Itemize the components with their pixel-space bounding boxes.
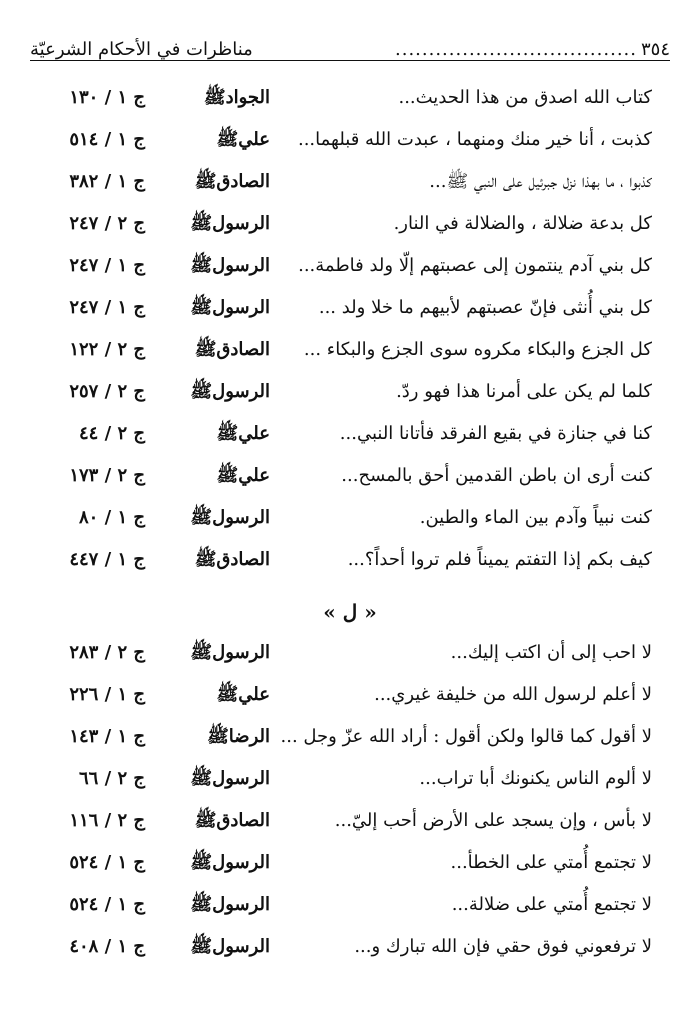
- volume-page-reference: ج ٢ / ٢٤٧: [69, 213, 145, 234]
- volume-page-reference: ج ١ / ٨٠: [78, 507, 145, 528]
- volume-page-reference: ج ١ / ٤٠٨: [69, 936, 145, 957]
- speaker-name: الرسولﷺ: [190, 642, 270, 663]
- index-row: [0, 456, 700, 496]
- index-row: [0, 204, 700, 244]
- speaker-name: عليﷺ: [216, 423, 270, 444]
- index-row: [0, 843, 700, 883]
- quote-text: كنت أرى ان باطن القدمين أحق بالمسح...: [341, 465, 652, 486]
- speaker-name: الصادقﷺ: [194, 171, 270, 192]
- header-divider: [30, 60, 670, 61]
- quote-text: لا أقول كما قالوا ولكن أقول : أراد الله عزّ وجل ...: [280, 726, 652, 747]
- quote-text: لا احب إلى أن اكتب إليك...: [450, 642, 652, 663]
- volume-page-reference: ج ١ / ٢٢٦: [69, 684, 145, 705]
- volume-page-reference: ج ١ / ٢٤٧: [69, 255, 145, 276]
- header-title: مناظرات في الأحكام الشرعيّة: [30, 39, 253, 60]
- volume-page-reference: ج ٢ / ٤٤: [78, 423, 145, 444]
- speaker-name: الرسولﷺ: [190, 255, 270, 276]
- index-row: [0, 162, 700, 202]
- quote-text: كتاب الله اصدق من هذا الحديث...: [398, 87, 652, 108]
- index-row: [0, 288, 700, 328]
- volume-page-reference: ج ١ / ٢٤٧: [69, 297, 145, 318]
- volume-page-reference: ج ٢ / ١٢٢: [69, 339, 145, 360]
- speaker-name: الجوادﷺ: [203, 87, 270, 108]
- running-header: [30, 26, 670, 60]
- index-row: [0, 120, 700, 160]
- index-row: [0, 498, 700, 538]
- quote-text: كل بني آدم ينتمون إلى عصبتهم إلّا ولد فاطمة...: [298, 255, 652, 276]
- index-row: [0, 927, 700, 967]
- volume-page-reference: ج ١ / ١٣٠: [69, 87, 145, 108]
- volume-page-reference: ج ٢ / ١٧٣: [69, 465, 145, 486]
- page-number: ٣٥٤: [640, 39, 670, 60]
- speaker-name: الرسولﷺ: [190, 936, 270, 957]
- quote-text: لا ترفعوني فوق حقي فإن الله تبارك و...: [354, 936, 652, 957]
- quote-text: كذبت ، أنا خير منك ومنهما ، عبدت الله قبلهما...: [297, 129, 652, 150]
- quote-text: كنا في جنازة في بقيع الفرقد فأتانا النبي...: [339, 423, 652, 444]
- quote-text: كل بني أُنثى فإنّ عصبتهم لأبيهم ما خلا ولد ...: [318, 297, 652, 318]
- speaker-name: الرسولﷺ: [190, 507, 270, 528]
- quote-text: كنت نبياً وآدم بين الماء والطين.: [419, 507, 652, 528]
- speaker-name: الرسولﷺ: [190, 768, 270, 789]
- speaker-name: عليﷺ: [216, 465, 270, 486]
- index-row: [0, 78, 700, 118]
- volume-page-reference: ج ٢ / ٢٥٧: [69, 381, 145, 402]
- index-row: [0, 372, 700, 412]
- speaker-name: الصادقﷺ: [194, 339, 270, 360]
- volume-page-reference: ج ٢ / ١١٦: [69, 810, 145, 831]
- header-leader-dots: ....................................: [395, 39, 637, 60]
- speaker-name: الرسولﷺ: [190, 894, 270, 915]
- quote-text: كل الجزع والبكاء مكروه سوى الجزع والبكاء ...: [303, 339, 652, 360]
- index-row: [0, 675, 700, 715]
- quote-text: لا تجتمع أُمتي على الخطأ...: [450, 852, 652, 873]
- volume-page-reference: ج ١ / ٥٢٤: [69, 894, 145, 915]
- index-row: [0, 717, 700, 757]
- index-row: [0, 246, 700, 286]
- index-row: [0, 633, 700, 673]
- speaker-name: الصادقﷺ: [194, 810, 270, 831]
- speaker-name: الرسولﷺ: [190, 297, 270, 318]
- index-row: [0, 885, 700, 925]
- index-row: [0, 540, 700, 580]
- index-row: [0, 759, 700, 799]
- speaker-name: الصادقﷺ: [194, 549, 270, 570]
- quote-text: لا بأس ، وإن يسجد على الأرض أحب إليّ...: [334, 810, 652, 831]
- section-letter-heading: « ل »: [323, 600, 377, 624]
- speaker-name: الرضاﷺ: [207, 726, 270, 747]
- index-row: [0, 801, 700, 841]
- quote-text: لا ألوم الناس يكنونك أبا تراب...: [419, 768, 652, 789]
- volume-page-reference: ج ١ / ١٤٣: [69, 726, 145, 747]
- quote-text: كلما لم يكن على أمرنا هذا فهو ردّ.: [396, 381, 652, 402]
- quote-text: لا تجتمع أُمتي على ضلالة...: [451, 894, 652, 915]
- index-row: [0, 414, 700, 454]
- volume-page-reference: ج ٢ / ٢٨٣: [69, 642, 145, 663]
- quote-text: لا أعلم لرسول الله من خليفة غيري...: [374, 684, 652, 705]
- quote-text: كيف بكم إذا التفتم يميناً فلم تروا أحداً؟...: [347, 549, 652, 570]
- speaker-name: عليﷺ: [216, 684, 270, 705]
- quote-text: كل بدعة ضلالة ، والضلالة في النار.: [393, 213, 652, 234]
- volume-page-reference: ج ١ / ٤٤٧: [69, 549, 145, 570]
- volume-page-reference: ج ١ / ٣٨٢: [69, 171, 145, 192]
- speaker-name: الرسولﷺ: [190, 852, 270, 873]
- speaker-name: الرسولﷺ: [190, 381, 270, 402]
- volume-page-reference: ج ٢ / ٦٦: [78, 768, 145, 789]
- index-row: [0, 330, 700, 370]
- volume-page-reference: ج ١ / ٥١٤: [69, 129, 145, 150]
- speaker-name: الرسولﷺ: [190, 213, 270, 234]
- speaker-name: عليﷺ: [216, 129, 270, 150]
- volume-page-reference: ج ١ / ٥٢٤: [69, 852, 145, 873]
- quote-text: كذبوا ، ما بهذا نزل جبرئيل على النبي ﷺ...: [429, 171, 652, 192]
